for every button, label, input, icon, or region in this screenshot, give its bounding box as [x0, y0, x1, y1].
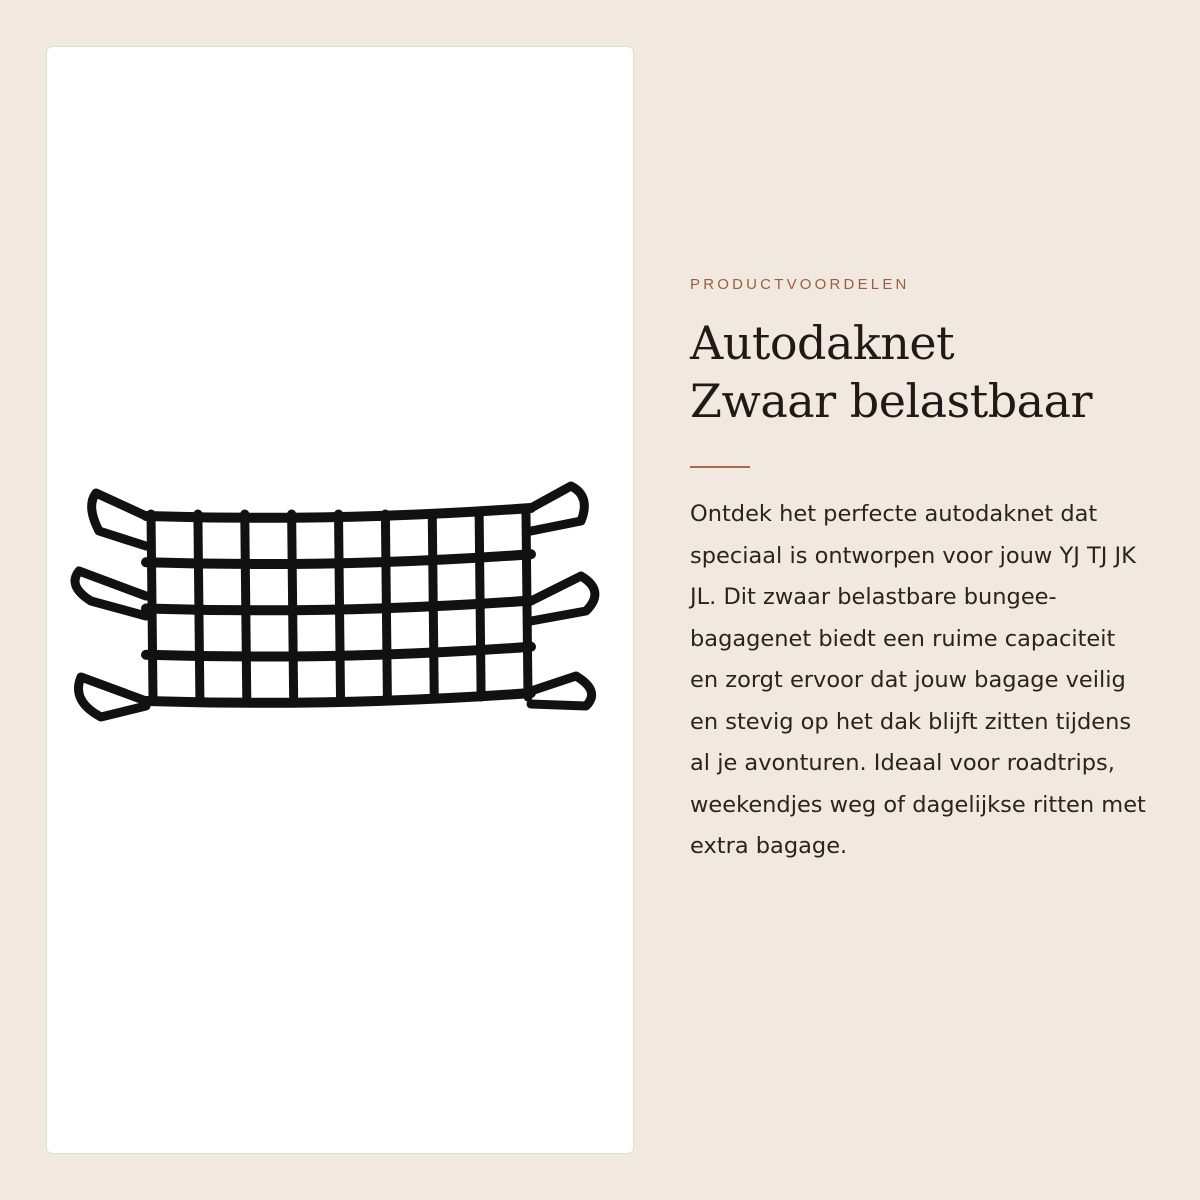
title-divider — [690, 466, 750, 468]
product-title-line-2: Zwaar belastbaar — [690, 374, 1092, 428]
product-title — [690, 314, 1160, 430]
product-title-line-1: Autodaknet — [690, 316, 955, 370]
section-eyebrow: PRODUCTVOORDELEN — [690, 276, 910, 293]
cargo-net-image — [47, 47, 634, 1154]
product-image-card — [46, 46, 634, 1154]
product-description: Ontdek het perfecte autodaknet dat speciaal is ontworpen voor jouw YJ TJ JK JL. Dit zwaar belastbare bungee-bagagenet biedt een ruime capaciteit en zorgt ervoor dat jouw bagage veilig en stevig op het dak blijft zitten tijdens al je avonturen. Ideaal voor roadtrips, weekendjes weg of dagelijkse ritten met extra bagage. — [690, 501, 1146, 859]
benefits-section — [690, 276, 1160, 868]
